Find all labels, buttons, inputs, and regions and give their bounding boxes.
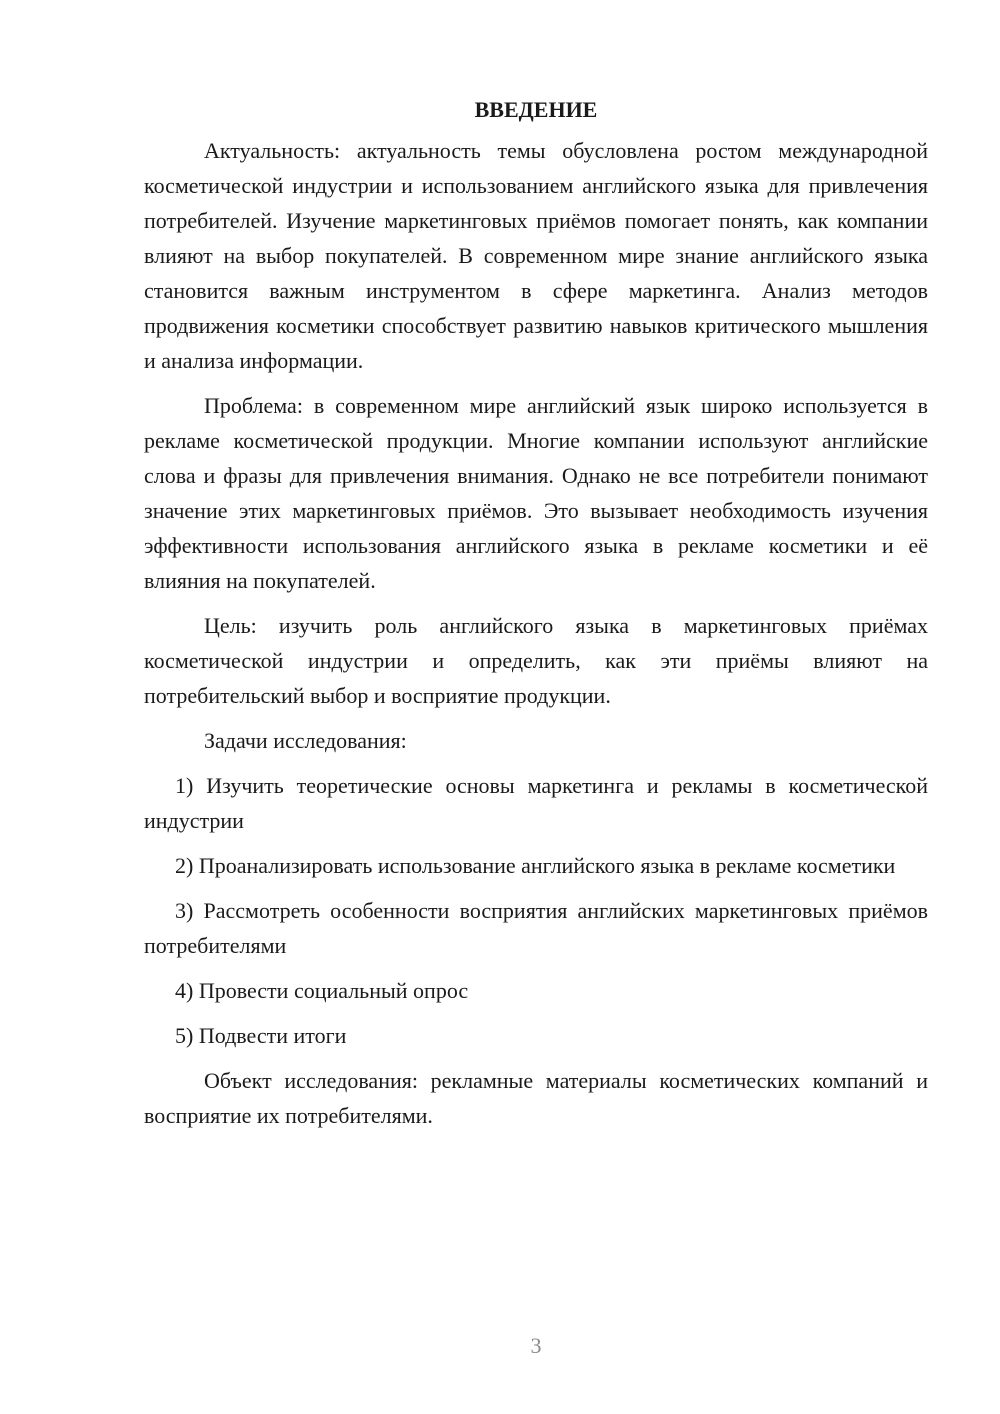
problem-paragraph: Проблема: в современном мире английский язык широко используется в рекламе косметической продукции. Многие компании используют английские слова и фразы для привлечения внимания. Однако не все потребители понимают значение этих маркетинговых приёмов. Это вызывает необходимость изучения эффективности использования английского языка в рекламе косметики и её влияния на покупателей.	[144, 393, 928, 593]
task-item-3: 3) Рассмотреть особенности восприятия английских маркетинговых приёмов потребителями	[144, 898, 928, 958]
relevance-paragraph: Актуальность: актуальность темы обусловлена ростом международной косметической индустрии и использованием английского языка для привлечения потребителей. Изучение маркетинговых приёмов помогает понять, как компании влияют на выбор покупателей. В современном мире знание английского языка становится важным инструментом в сфере маркетинга. Анализ методов продвижения косметики способствует развитию навыков критического мышления и анализа информации.	[144, 138, 928, 373]
tasks-heading: Задачи исследования:	[204, 728, 407, 753]
task-item-1: 1) Изучить теоретические основы маркетинга и рекламы в косметической индустрии	[144, 773, 928, 833]
task-item-5: 5) Подвести итоги	[175, 1023, 347, 1048]
task-item-2: 2) Проанализировать использование английского языка в рекламе косметики	[175, 853, 896, 878]
page-content	[144, 92, 928, 1143]
goal-paragraph: Цель: изучить роль английского языка в маркетинговых приёмах косметической индустрии и определить, как эти приёмы влияют на потребительский выбор и восприятие продукции.	[144, 613, 928, 708]
object-paragraph: Объект исследования: рекламные материалы косметических компаний и восприятие их потребителями.	[144, 1068, 928, 1128]
task-item-4: 4) Провести социальный опрос	[175, 978, 469, 1003]
page-number: 3	[530, 1333, 542, 1358]
section-heading: ВВЕДЕНИЕ	[474, 97, 598, 122]
